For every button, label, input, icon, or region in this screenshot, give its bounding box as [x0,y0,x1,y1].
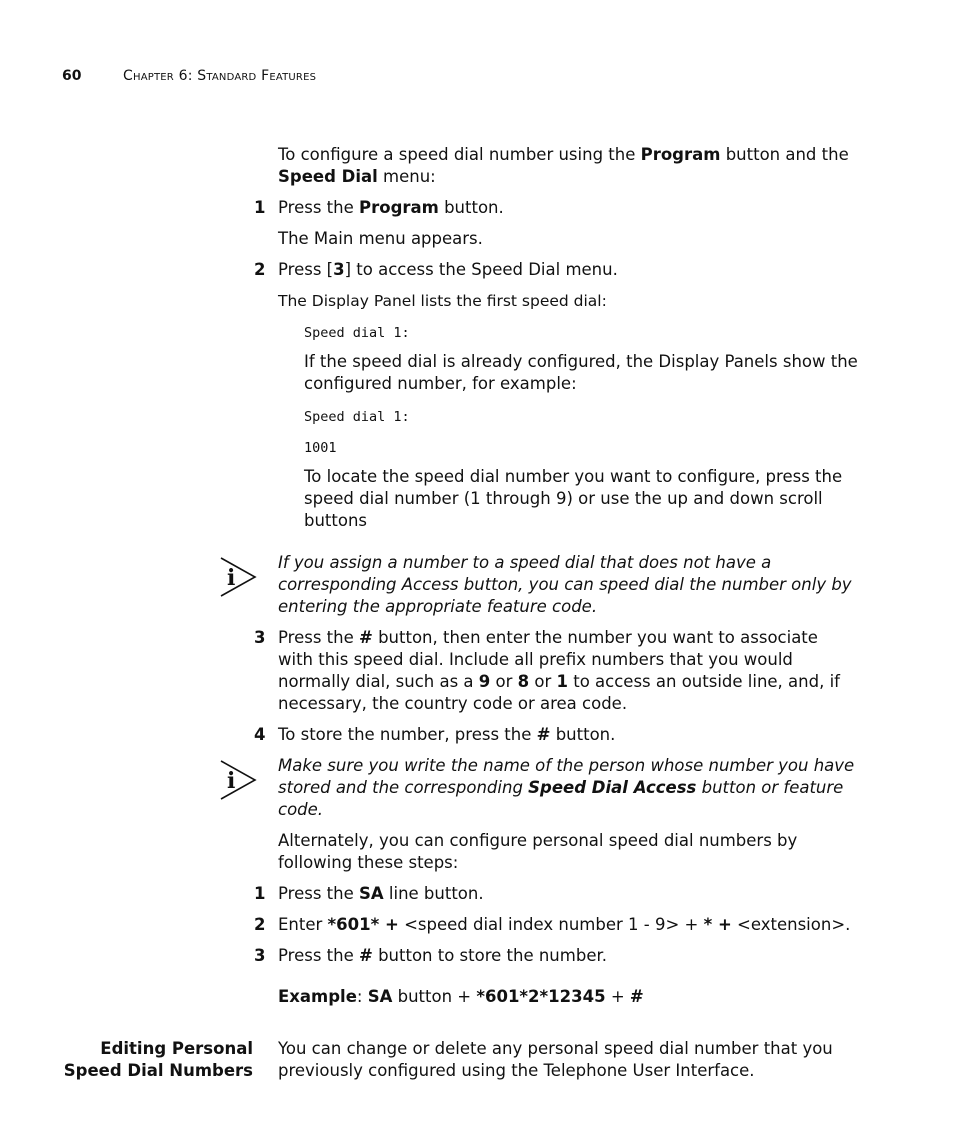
intro-paragraph: To configure a speed dial number using the Program button and the Speed Dial menu: [278,145,849,186]
alternately-text: Alternately, you can configure personal speed dial numbers by following these steps: [278,831,798,872]
step-number: 3 [254,628,266,647]
step-number: 1 [254,198,266,217]
chapter-title: Chapter 6: Standard Features [123,68,317,84]
step-number: 3 [254,946,266,965]
page-header [0,68,954,88]
page-number: 60 [62,68,82,84]
step-number: 2 [254,915,266,934]
step-number: 1 [254,884,266,903]
locate-text: To locate the speed dial number you want to configure, press the speed dial number (1 through 9) or use the up and down scroll buttons [304,467,843,530]
step-number: 4 [254,725,266,744]
code-speed-dial-2: Speed dial 1: [304,409,410,425]
note-2-text: Make sure you write the name of the person whose number you have stored and the corresponding Speed Dial Access button or feature code. [278,756,855,819]
step-1-text: Press the Program button. [278,198,504,217]
step-number: 2 [254,260,266,279]
section-heading-line-2: Speed Dial Numbers [63,1061,253,1080]
info-icon [218,759,258,801]
section-body: You can change or delete any personal speed dial number that you previously configured using the Telephone User Interface. [278,1039,833,1080]
info-icon [218,556,258,598]
configured-text: If the speed dial is already configured, the Display Panels show the configured number, for example: [304,352,858,393]
note-1-text: If you assign a number to a speed dial that does not have a corresponding Access button, you can speed dial the number only by entering the appropriate feature code. [278,553,852,616]
step-4-text: To store the number, press the # button. [278,725,616,744]
alt-step-1-text: Press the SA line button. [278,884,484,903]
svg-text:i: i [227,768,236,794]
code-number: 1001 [304,440,337,456]
display-panel-text: The Display Panel lists the first speed dial: [278,292,607,310]
alt-step-2-text: Enter *601* + <speed dial index number 1 - 9> + * + <extension>. [278,915,851,934]
main-menu-text: The Main menu appears. [278,229,483,248]
step-3-text: Press the # button, then enter the number you want to associate with this speed dial. Include all prefix numbers that you would normally dial, such as a 9 or 8 or 1 to access an outside line, and, if necessary, the country code or area code. [278,628,840,713]
section-heading [40,1038,253,1082]
step-2-text: Press [3] to access the Speed Dial menu. [278,260,618,279]
alt-step-3-text: Press the # button to store the number. [278,946,607,965]
section-heading-line-1: Editing Personal [100,1039,253,1058]
svg-text:i: i [227,565,236,591]
example-text: Example: SA button + *601*2*12345 + # [278,987,644,1006]
code-speed-dial-1: Speed dial 1: [304,325,410,341]
